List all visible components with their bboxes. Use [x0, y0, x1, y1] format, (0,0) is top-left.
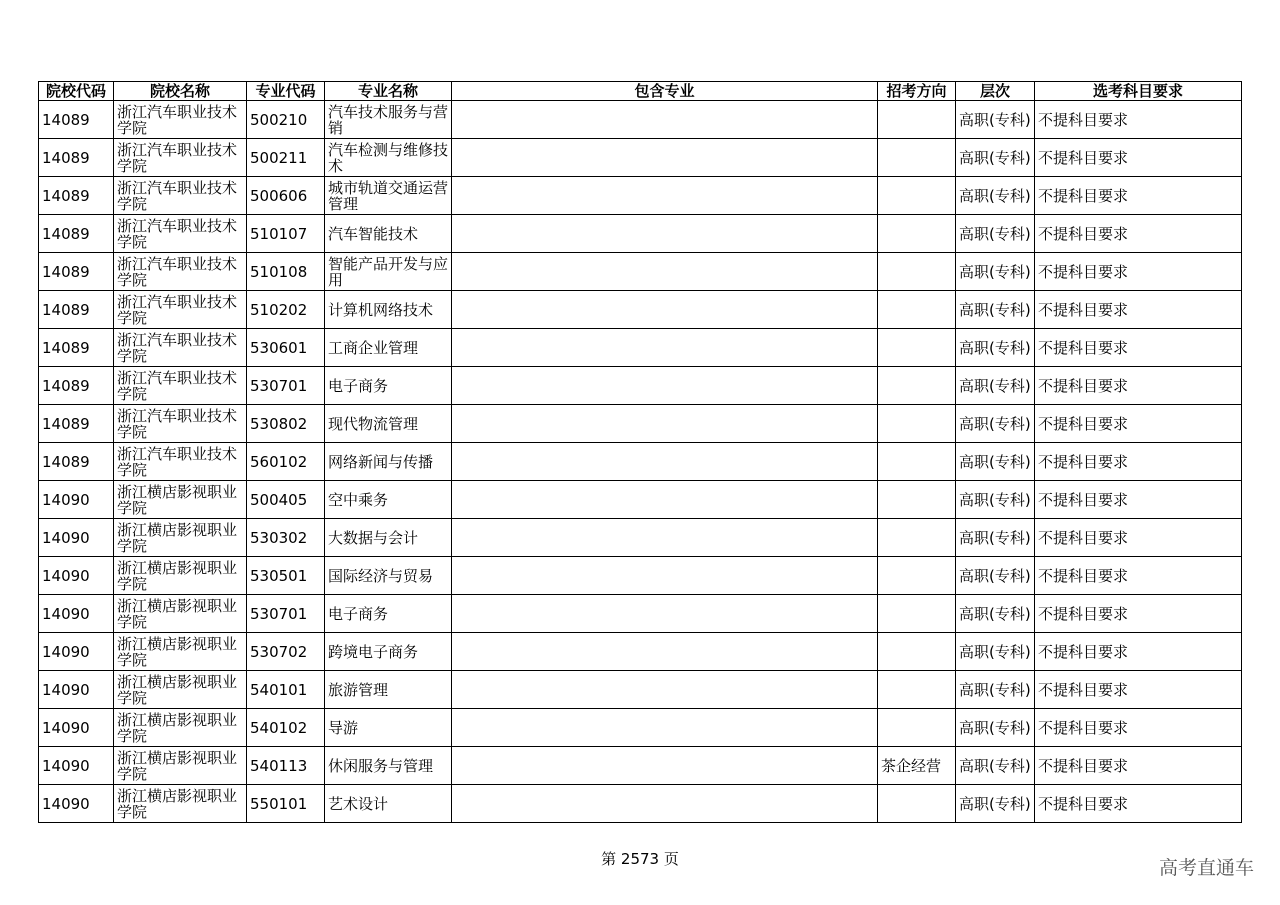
school-code-cell: 14089: [39, 291, 114, 329]
school-name-cell: 浙江汽车职业技术学院: [114, 253, 247, 291]
level-cell: 高职(专科): [956, 139, 1035, 177]
table-row: [39, 595, 1242, 633]
major-name-cell: 旅游管理: [325, 671, 452, 709]
level-cell: 高职(专科): [956, 291, 1035, 329]
direction-cell: [878, 139, 956, 177]
major-code-cell: 530802: [247, 405, 325, 443]
included-majors-cell: [452, 139, 878, 177]
school-name-cell: 浙江汽车职业技术学院: [114, 405, 247, 443]
subject-requirement-cell: 不提科目要求: [1035, 215, 1242, 253]
major-code-cell: 500405: [247, 481, 325, 519]
school-code-cell: 14090: [39, 633, 114, 671]
level-cell: 高职(专科): [956, 519, 1035, 557]
school-name-cell: 浙江汽车职业技术学院: [114, 101, 247, 139]
table-row: [39, 747, 1242, 785]
major-name-cell: 国际经济与贸易: [325, 557, 452, 595]
school-code-cell: 14090: [39, 519, 114, 557]
subject-requirement-cell: 不提科目要求: [1035, 329, 1242, 367]
header-row: [39, 82, 1242, 101]
header-school-code: 院校代码: [39, 82, 114, 101]
direction-cell: [878, 671, 956, 709]
included-majors-cell: [452, 557, 878, 595]
header-direction: 招考方向: [878, 82, 956, 101]
school-code-cell: 14090: [39, 595, 114, 633]
school-name-cell: 浙江汽车职业技术学院: [114, 443, 247, 481]
major-name-cell: 电子商务: [325, 595, 452, 633]
level-cell: 高职(专科): [956, 177, 1035, 215]
table-row: [39, 329, 1242, 367]
level-cell: 高职(专科): [956, 747, 1035, 785]
subject-requirement-cell: 不提科目要求: [1035, 557, 1242, 595]
watermark: 高考直通车: [1158, 857, 1254, 879]
school-name-cell: 浙江横店影视职业学院: [114, 519, 247, 557]
school-name-cell: 浙江横店影视职业学院: [114, 557, 247, 595]
included-majors-cell: [452, 709, 878, 747]
included-majors-cell: [452, 481, 878, 519]
school-name-cell: 浙江汽车职业技术学院: [114, 177, 247, 215]
major-code-cell: 510202: [247, 291, 325, 329]
table-row: [39, 177, 1242, 215]
subject-requirement-cell: 不提科目要求: [1035, 671, 1242, 709]
table-row: [39, 101, 1242, 139]
major-code-cell: 510107: [247, 215, 325, 253]
subject-requirement-cell: 不提科目要求: [1035, 747, 1242, 785]
major-name-cell: 空中乘务: [325, 481, 452, 519]
subject-requirement-cell: 不提科目要求: [1035, 291, 1242, 329]
major-name-cell: 艺术设计: [325, 785, 452, 823]
included-majors-cell: [452, 329, 878, 367]
major-name-cell: 汽车检测与维修技术: [325, 139, 452, 177]
subject-requirement-cell: 不提科目要求: [1035, 177, 1242, 215]
major-code-cell: 530702: [247, 633, 325, 671]
direction-cell: [878, 519, 956, 557]
table-row: [39, 519, 1242, 557]
table-row: [39, 215, 1242, 253]
level-cell: 高职(专科): [956, 101, 1035, 139]
included-majors-cell: [452, 595, 878, 633]
major-code-cell: 540101: [247, 671, 325, 709]
school-code-cell: 14090: [39, 709, 114, 747]
major-name-cell: 智能产品开发与应用: [325, 253, 452, 291]
school-code-cell: 14089: [39, 405, 114, 443]
school-name-cell: 浙江横店影视职业学院: [114, 709, 247, 747]
direction-cell: [878, 291, 956, 329]
major-name-cell: 汽车智能技术: [325, 215, 452, 253]
direction-cell: [878, 405, 956, 443]
direction-cell: [878, 633, 956, 671]
included-majors-cell: [452, 443, 878, 481]
major-code-cell: 530501: [247, 557, 325, 595]
school-code-cell: 14090: [39, 671, 114, 709]
direction-cell: [878, 443, 956, 481]
major-code-cell: 500211: [247, 139, 325, 177]
level-cell: 高职(专科): [956, 329, 1035, 367]
table-row: [39, 709, 1242, 747]
school-name-cell: 浙江汽车职业技术学院: [114, 215, 247, 253]
direction-cell: [878, 709, 956, 747]
included-majors-cell: [452, 671, 878, 709]
direction-cell: [878, 785, 956, 823]
school-name-cell: 浙江横店影视职业学院: [114, 785, 247, 823]
major-code-cell: 540102: [247, 709, 325, 747]
school-name-cell: 浙江汽车职业技术学院: [114, 139, 247, 177]
major-code-cell: 550101: [247, 785, 325, 823]
school-name-cell: 浙江汽车职业技术学院: [114, 291, 247, 329]
level-cell: 高职(专科): [956, 671, 1035, 709]
subject-requirement-cell: 不提科目要求: [1035, 139, 1242, 177]
included-majors-cell: [452, 367, 878, 405]
table-row: [39, 633, 1242, 671]
school-name-cell: 浙江横店影视职业学院: [114, 747, 247, 785]
major-name-cell: 导游: [325, 709, 452, 747]
major-code-cell: 500210: [247, 101, 325, 139]
included-majors-cell: [452, 291, 878, 329]
school-code-cell: 14090: [39, 481, 114, 519]
header-major-name: 专业名称: [325, 82, 452, 101]
direction-cell: [878, 367, 956, 405]
level-cell: 高职(专科): [956, 443, 1035, 481]
school-name-cell: 浙江横店影视职业学院: [114, 481, 247, 519]
included-majors-cell: [452, 785, 878, 823]
school-code-cell: 14089: [39, 177, 114, 215]
level-cell: 高职(专科): [956, 215, 1035, 253]
subject-requirement-cell: 不提科目要求: [1035, 481, 1242, 519]
school-code-cell: 14090: [39, 747, 114, 785]
major-code-cell: 530701: [247, 595, 325, 633]
level-cell: 高职(专科): [956, 481, 1035, 519]
included-majors-cell: [452, 747, 878, 785]
direction-cell: [878, 101, 956, 139]
level-cell: 高职(专科): [956, 709, 1035, 747]
subject-requirement-cell: 不提科目要求: [1035, 101, 1242, 139]
table-row: [39, 671, 1242, 709]
major-name-cell: 现代物流管理: [325, 405, 452, 443]
table-row: [39, 291, 1242, 329]
major-code-cell: 540113: [247, 747, 325, 785]
major-code-cell: 530701: [247, 367, 325, 405]
included-majors-cell: [452, 177, 878, 215]
school-code-cell: 14090: [39, 785, 114, 823]
major-code-cell: 530601: [247, 329, 325, 367]
included-majors-cell: [452, 253, 878, 291]
subject-requirement-cell: 不提科目要求: [1035, 519, 1242, 557]
table-row: [39, 481, 1242, 519]
level-cell: 高职(专科): [956, 253, 1035, 291]
subject-requirement-cell: 不提科目要求: [1035, 253, 1242, 291]
direction-cell: [878, 557, 956, 595]
major-name-cell: 工商企业管理: [325, 329, 452, 367]
page-number: 第 2573 页: [601, 850, 679, 868]
major-name-cell: 电子商务: [325, 367, 452, 405]
direction-cell: [878, 481, 956, 519]
table-row: [39, 253, 1242, 291]
major-code-cell: 560102: [247, 443, 325, 481]
level-cell: 高职(专科): [956, 785, 1035, 823]
subject-requirement-cell: 不提科目要求: [1035, 405, 1242, 443]
school-name-cell: 浙江横店影视职业学院: [114, 595, 247, 633]
table-row: [39, 557, 1242, 595]
direction-cell: [878, 215, 956, 253]
level-cell: 高职(专科): [956, 633, 1035, 671]
major-name-cell: 汽车技术服务与营销: [325, 101, 452, 139]
school-code-cell: 14089: [39, 253, 114, 291]
header-major-code: 专业代码: [247, 82, 325, 101]
table-row: [39, 443, 1242, 481]
school-name-cell: 浙江横店影视职业学院: [114, 633, 247, 671]
subject-requirement-cell: 不提科目要求: [1035, 367, 1242, 405]
level-cell: 高职(专科): [956, 405, 1035, 443]
table-row: [39, 405, 1242, 443]
major-name-cell: 休闲服务与管理: [325, 747, 452, 785]
school-code-cell: 14089: [39, 367, 114, 405]
header-included-majors: 包含专业: [452, 82, 878, 101]
direction-cell: [878, 253, 956, 291]
school-name-cell: 浙江汽车职业技术学院: [114, 329, 247, 367]
direction-cell: 茶企经营: [878, 747, 956, 785]
subject-requirement-cell: 不提科目要求: [1035, 443, 1242, 481]
included-majors-cell: [452, 519, 878, 557]
major-name-cell: 跨境电子商务: [325, 633, 452, 671]
header-subject-requirement: 选考科目要求: [1035, 82, 1242, 101]
major-name-cell: 城市轨道交通运营管理: [325, 177, 452, 215]
major-name-cell: 大数据与会计: [325, 519, 452, 557]
included-majors-cell: [452, 405, 878, 443]
included-majors-cell: [452, 215, 878, 253]
direction-cell: [878, 595, 956, 633]
table-row: [39, 785, 1242, 823]
school-code-cell: 14090: [39, 557, 114, 595]
level-cell: 高职(专科): [956, 595, 1035, 633]
included-majors-cell: [452, 101, 878, 139]
major-name-cell: 计算机网络技术: [325, 291, 452, 329]
school-name-cell: 浙江汽车职业技术学院: [114, 367, 247, 405]
direction-cell: [878, 329, 956, 367]
school-name-cell: 浙江横店影视职业学院: [114, 671, 247, 709]
included-majors-cell: [452, 633, 878, 671]
header-level: 层次: [956, 82, 1035, 101]
admissions-table: [38, 81, 1242, 823]
major-code-cell: 530302: [247, 519, 325, 557]
subject-requirement-cell: 不提科目要求: [1035, 709, 1242, 747]
major-code-cell: 510108: [247, 253, 325, 291]
direction-cell: [878, 177, 956, 215]
level-cell: 高职(专科): [956, 557, 1035, 595]
subject-requirement-cell: 不提科目要求: [1035, 595, 1242, 633]
subject-requirement-cell: 不提科目要求: [1035, 785, 1242, 823]
school-code-cell: 14089: [39, 101, 114, 139]
major-code-cell: 500606: [247, 177, 325, 215]
level-cell: 高职(专科): [956, 367, 1035, 405]
school-code-cell: 14089: [39, 329, 114, 367]
table-row: [39, 367, 1242, 405]
subject-requirement-cell: 不提科目要求: [1035, 633, 1242, 671]
school-code-cell: 14089: [39, 139, 114, 177]
table-row: [39, 139, 1242, 177]
school-code-cell: 14089: [39, 215, 114, 253]
major-name-cell: 网络新闻与传播: [325, 443, 452, 481]
header-school-name: 院校名称: [114, 82, 247, 101]
school-code-cell: 14089: [39, 443, 114, 481]
